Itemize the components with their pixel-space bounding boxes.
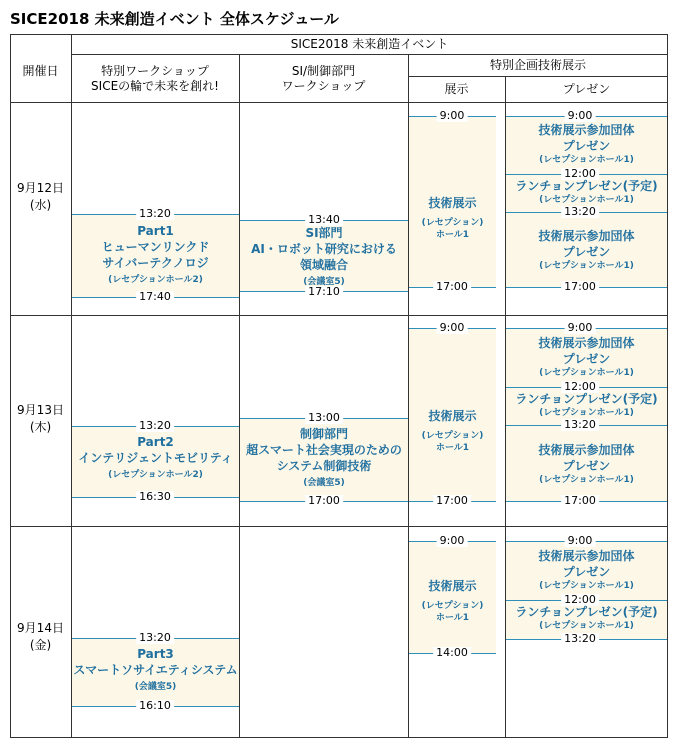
presen-title: 技術展示参加団体 プレゼン (レセプションホール1) xyxy=(538,549,635,591)
day-divider-2 xyxy=(10,526,668,527)
end-time: 17:10 xyxy=(305,286,343,298)
presen-title: 技術展示参加団体 プレゼン (レセプションホール1) xyxy=(538,123,635,165)
start-time: 13:20 xyxy=(561,206,599,218)
header-presen: プレゼン xyxy=(562,82,611,96)
end-time: 16:30 xyxy=(136,491,174,503)
table-border-top xyxy=(10,34,668,35)
start-time: 9:00 xyxy=(437,535,468,547)
exhibit-title: 技術展示 (レセプション) ホール1 xyxy=(421,579,484,623)
start-time: 9:00 xyxy=(437,110,468,122)
presen-title: ランチョンプレゼン(予定) (レセプションホール1) xyxy=(515,179,658,205)
header-tech-exhibit: 特別企画技術展示 xyxy=(489,58,586,72)
start-time: 9:00 xyxy=(565,110,596,122)
header-exhibit: 展示 xyxy=(444,82,469,96)
session-title: SI部門 AI・ロボット研究における 領域融合 (会議室5) xyxy=(251,226,397,287)
table-border-bottom xyxy=(10,737,668,738)
start-time: 13:40 xyxy=(305,214,343,226)
exhibit-title: 技術展示 (レセプション) ホール1 xyxy=(421,409,484,453)
start-time: 9:00 xyxy=(565,535,596,547)
presen-title: ランチョンプレゼン(予定) (レセプションホール1) xyxy=(515,392,658,418)
start-time: 12:00 xyxy=(561,168,599,180)
presen-title: 技術展示参加団体 プレゼン (レセプションホール1) xyxy=(538,229,635,271)
date-day3: 9月14日 (金) xyxy=(17,621,64,652)
date-day2: 9月13日 (木) xyxy=(17,403,64,434)
end-time: 17:00 xyxy=(305,495,343,507)
header-si-workshop: SI/制御部門 ワークショップ xyxy=(281,64,366,93)
start-time: 9:00 xyxy=(565,322,596,334)
start-time: 9:00 xyxy=(437,322,468,334)
col-divider-1 xyxy=(71,34,72,738)
end-time: 13:20 xyxy=(561,633,599,645)
day-divider-1 xyxy=(10,315,668,316)
presen-title: ランチョンプレゼン(予定) (レセプションホール1) xyxy=(515,605,658,631)
presen-title: 技術展示参加団体 プレゼン (レセプションホール1) xyxy=(538,336,635,378)
session-title: Part3 スマートソサイエティシステム (会議室5) xyxy=(73,647,238,692)
end-time: 14:00 xyxy=(433,647,471,659)
end-time: 17:00 xyxy=(561,281,599,293)
header-group: SICE2018 未来創造イベント xyxy=(290,37,449,51)
session-title: 制御部門 超スマート社会実現のための システム制御技術 (会議室5) xyxy=(246,427,402,488)
presen-title: 技術展示参加団体 プレゼン (レセプションホール1) xyxy=(538,443,635,485)
header-date: 開催日 xyxy=(22,64,59,78)
end-time: 17:40 xyxy=(136,291,174,303)
header-divider xyxy=(71,54,668,55)
session-title: Part1 ヒューマンリンクド サイバーテクノロジ (レセプションホール2) xyxy=(101,224,210,285)
start-time: 13:20 xyxy=(136,632,174,644)
header-special-workshop: 特別ワークショップ SICEの輪で未来を創れ! xyxy=(91,64,219,93)
page-title: SICE2018 未来創造イベント 全体スケジュール xyxy=(10,10,339,28)
start-time: 12:00 xyxy=(561,381,599,393)
end-time: 17:00 xyxy=(433,281,471,293)
header-bottom xyxy=(10,102,668,103)
session-title: Part2 インテリジェントモビリティ (レセプションホール2) xyxy=(78,435,233,480)
start-time: 13:20 xyxy=(136,208,174,220)
exhibit-title: 技術展示 (レセプション) ホール1 xyxy=(421,196,484,240)
col-divider-2 xyxy=(239,54,240,738)
header-divider-tech xyxy=(408,76,668,77)
end-time: 17:00 xyxy=(561,495,599,507)
start-time: 12:00 xyxy=(561,594,599,606)
end-time: 16:10 xyxy=(136,700,174,712)
start-time: 13:20 xyxy=(136,420,174,432)
start-time: 13:00 xyxy=(305,412,343,424)
date-day1: 9月12日 (水) xyxy=(17,181,64,212)
end-time: 17:00 xyxy=(433,495,471,507)
table-border-right xyxy=(667,34,668,738)
start-time: 13:20 xyxy=(561,419,599,431)
